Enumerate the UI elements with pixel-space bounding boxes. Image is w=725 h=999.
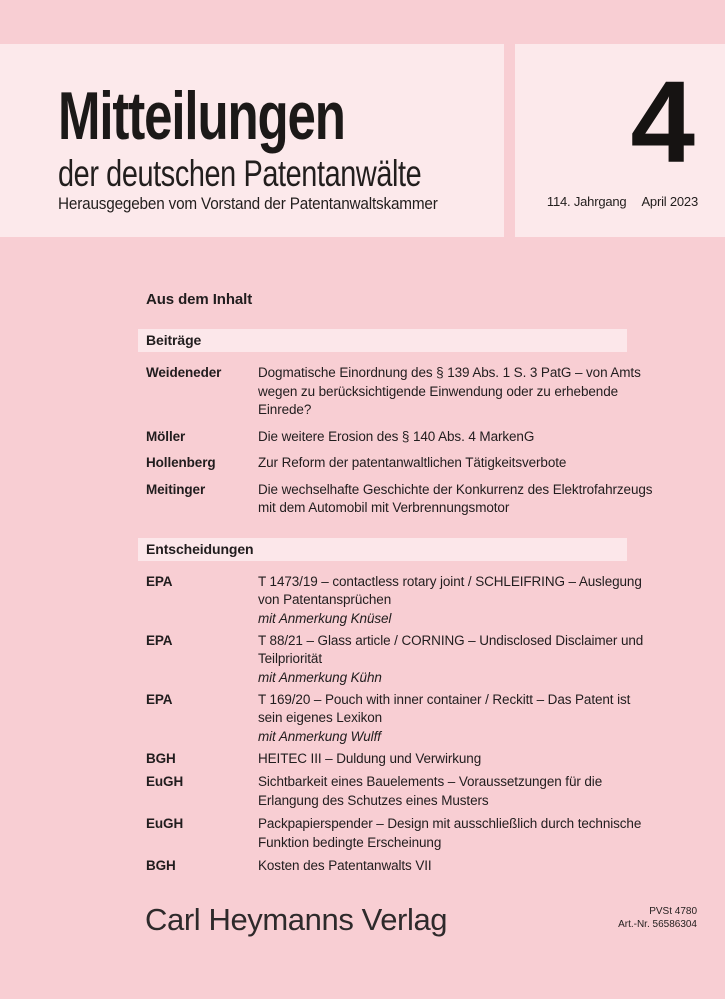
issue-number: 4	[630, 57, 695, 187]
toc-entry	[146, 750, 627, 769]
entry-author: BGH	[146, 858, 176, 873]
entry-author: Hollenberg	[146, 455, 216, 470]
entry-title: Packpapierspender – Design mit ausschließlich durch technische Funktion bedingte Erscheinung	[258, 816, 642, 850]
entry-title: Zur Reform der patentanwaltlichen Tätigkeitsverbote	[258, 455, 567, 470]
entry-title: T 1473/19 – contactless rotary joint / SCHLEIFRING – Auslegung von Patentansprüchen	[258, 573, 642, 607]
masthead-panel	[0, 44, 504, 237]
toc-heading: Aus dem Inhalt	[146, 291, 253, 308]
entry-title-block	[258, 364, 641, 420]
toc-entry	[146, 691, 631, 745]
entry-annotation: mit Anmerkung Knüsel	[258, 610, 392, 626]
entry-title: T 169/20 – Pouch with inner container / Reckitt – Das Patent ist sein eigenes Lexikon	[258, 691, 631, 725]
entry-author: EPA	[146, 573, 173, 589]
issue-panel	[515, 44, 725, 237]
toc-entry	[146, 573, 642, 627]
entry-title: Dogmatische Einordnung des § 139 Abs. 1 S. 3 PatG – von Amts wegen zu berücksichtigende Einwendung oder zu erhebende Einrede?	[258, 365, 641, 417]
entry-title: Kosten des Patentanwalts VII	[258, 858, 432, 873]
entry-author: Meitinger	[146, 481, 206, 497]
article-number: Art.-Nr. 56586304	[618, 919, 697, 930]
entry-title-block	[258, 573, 642, 627]
entry-author: Weideneder	[146, 365, 222, 380]
footer	[0, 901, 725, 947]
entry-title-block	[258, 481, 652, 518]
table-of-contents	[138, 291, 653, 881]
entry-annotation: mit Anmerkung Wulff	[258, 728, 381, 744]
toc-section-beitraege	[138, 329, 653, 518]
issue-meta	[547, 194, 698, 209]
entry-title: Die weitere Erosion des § 140 Abs. 4 MarkenG	[258, 428, 535, 444]
entry-author: BGH	[146, 750, 176, 766]
pvst-code: PVSt 4780	[649, 906, 697, 917]
entry-author: Möller	[146, 428, 186, 444]
toc-rows-beitraege	[146, 364, 653, 518]
journal-title: Mitteilungen	[58, 78, 345, 154]
entry-title-block	[258, 691, 630, 745]
entry-title: T 88/21 – Glass article / CORNING – Undisclosed Disclaimer und Teilpriorität	[258, 632, 644, 666]
publisher-name: Carl Heymanns Verlag	[145, 902, 448, 937]
toc-entry	[146, 481, 653, 518]
entry-author: EuGH	[146, 816, 184, 831]
entry-author: EPA	[146, 632, 173, 648]
entry-author: EuGH	[146, 774, 184, 789]
entry-author: EPA	[146, 691, 173, 707]
toc-entry	[146, 454, 627, 473]
volume-label: 114. Jahrgang	[546, 194, 627, 209]
print-codes	[618, 905, 697, 931]
toc-entry	[146, 632, 644, 686]
entry-title-block	[258, 632, 643, 686]
entry-title-block	[258, 428, 627, 447]
entry-title-block	[258, 857, 627, 876]
entry-title-block	[258, 454, 627, 473]
toc-entry	[146, 857, 627, 876]
issue-date: April 2023	[641, 194, 698, 209]
toc-entry	[146, 815, 642, 852]
toc-entry	[146, 773, 627, 810]
entry-title: HEITEC III – Duldung und Verwirkung	[258, 750, 482, 766]
section-band-entscheidungen: Entscheidungen	[138, 538, 627, 561]
entry-title-block	[258, 750, 627, 769]
entry-title-block	[258, 773, 627, 810]
toc-entry	[146, 364, 641, 420]
toc-rows-entscheidungen	[146, 573, 644, 876]
toc-section-entscheidungen	[138, 538, 644, 876]
journal-subtitle: der deutschen Patentanwälte	[58, 153, 422, 194]
entry-annotation: mit Anmerkung Kühn	[258, 669, 382, 685]
entry-title: Die wechselhafte Geschichte der Konkurrenz des Elektrofahrzeugs mit dem Automobil mit Verbrennungsmotor	[258, 481, 653, 515]
journal-publisher-line: Herausgegeben vom Vorstand der Patentanwaltskammer	[58, 194, 438, 213]
section-band-beitraege: Beiträge	[138, 329, 627, 352]
entry-title-block	[258, 815, 641, 852]
entry-title: Sichtbarkeit eines Bauelements – Voraussetzungen für die Erlangung des Schutzes eines Musters	[258, 774, 603, 808]
toc-entry	[146, 428, 627, 447]
